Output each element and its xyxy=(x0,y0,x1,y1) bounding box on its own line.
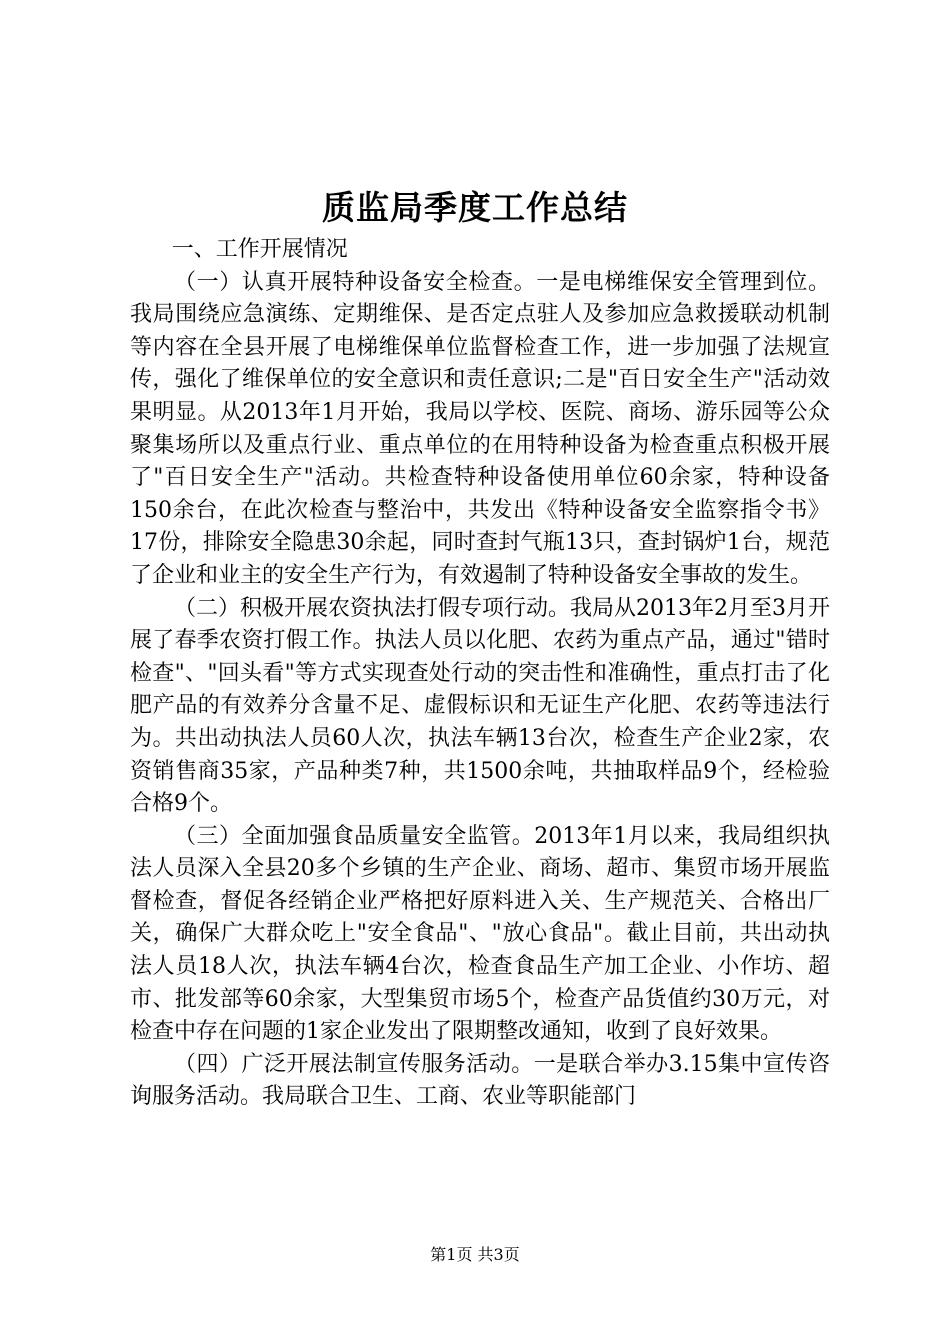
paragraph-2: （二）积极开展农资执法打假专项行动。我局从2013年2月至3月开展了春季农资打假工作。执法人员以化肥、农药为重点产品，通过"错时检查"、"回头看"等方式实现查处行动的突击性和准确性，重点打击了化肥产品的有效养分含量不足、虚假标识和无证生产化肥、农药等违法行为。共出动执法人员60人次，执法车辆13台次，检查生产企业2家，农资销售商35家，产品种类7种，共1500余吨，共抽取样品9个，经检验合格9个。 xyxy=(130,595,830,817)
paragraph-1: （一）认真开展特种设备安全检查。一是电梯维保安全管理到位。我局围绕应急演练、定期维保、是否定点驻人及参加应急救援联动机制等内容在全县开展了电梯维保单位监督检查工作，进一步加强了法规宣传，强化了维保单位的安全意识和责任意识;二是"百日安全生产"活动效果明显。从2013年1月开始，我局以学校、医院、商场、游乐园等公众聚集场所以及重点行业、重点单位的在用特种设备为检查重点积极开展了"百日安全生产"活动。共检查特种设备使用单位60余家，特种设备150余台，在此次检查与整治中，共发出《特种设备安全监察指令书》17份，排除安全隐患30余起，同时查封气瓶13只，查封锅炉1台，规范了企业和业主的安全生产行为，有效遏制了特种设备安全事故的发生。 xyxy=(130,269,830,588)
paragraph-4: （四）广泛开展法制宣传服务活动。一是联合举办3.15集中宣传咨询服务活动。我局联合卫生、工商、农业等职能部门 xyxy=(130,1051,830,1110)
document-body xyxy=(130,234,830,1114)
document-title: 质监局季度工作总结 xyxy=(322,188,628,227)
page-footer: 第1页 共3页 xyxy=(430,1245,520,1264)
section-heading: 一、工作开展情况 xyxy=(171,237,348,262)
paragraph-3: （三）全面加强食品质量安全监管。2013年1月以来，我局组织执法人员深入全县20多个乡镇的生产企业、商场、超市、集贸市场开展监督检查，督促各经销企业严格把好原料进入关、生产规范关、合格出厂关，确保广大群众吃上"安全食品"、"放心食品"。截止目前，共出动执法人员18人次，执法车辆4台次，检查食品生产加工企业、小作坊、超市、批发部等60余家，大型集贸市场5个，检查产品货值约30万元，对检查中存在问题的1家企业发出了限期整改通知，收到了良好效果。 xyxy=(130,823,830,1045)
